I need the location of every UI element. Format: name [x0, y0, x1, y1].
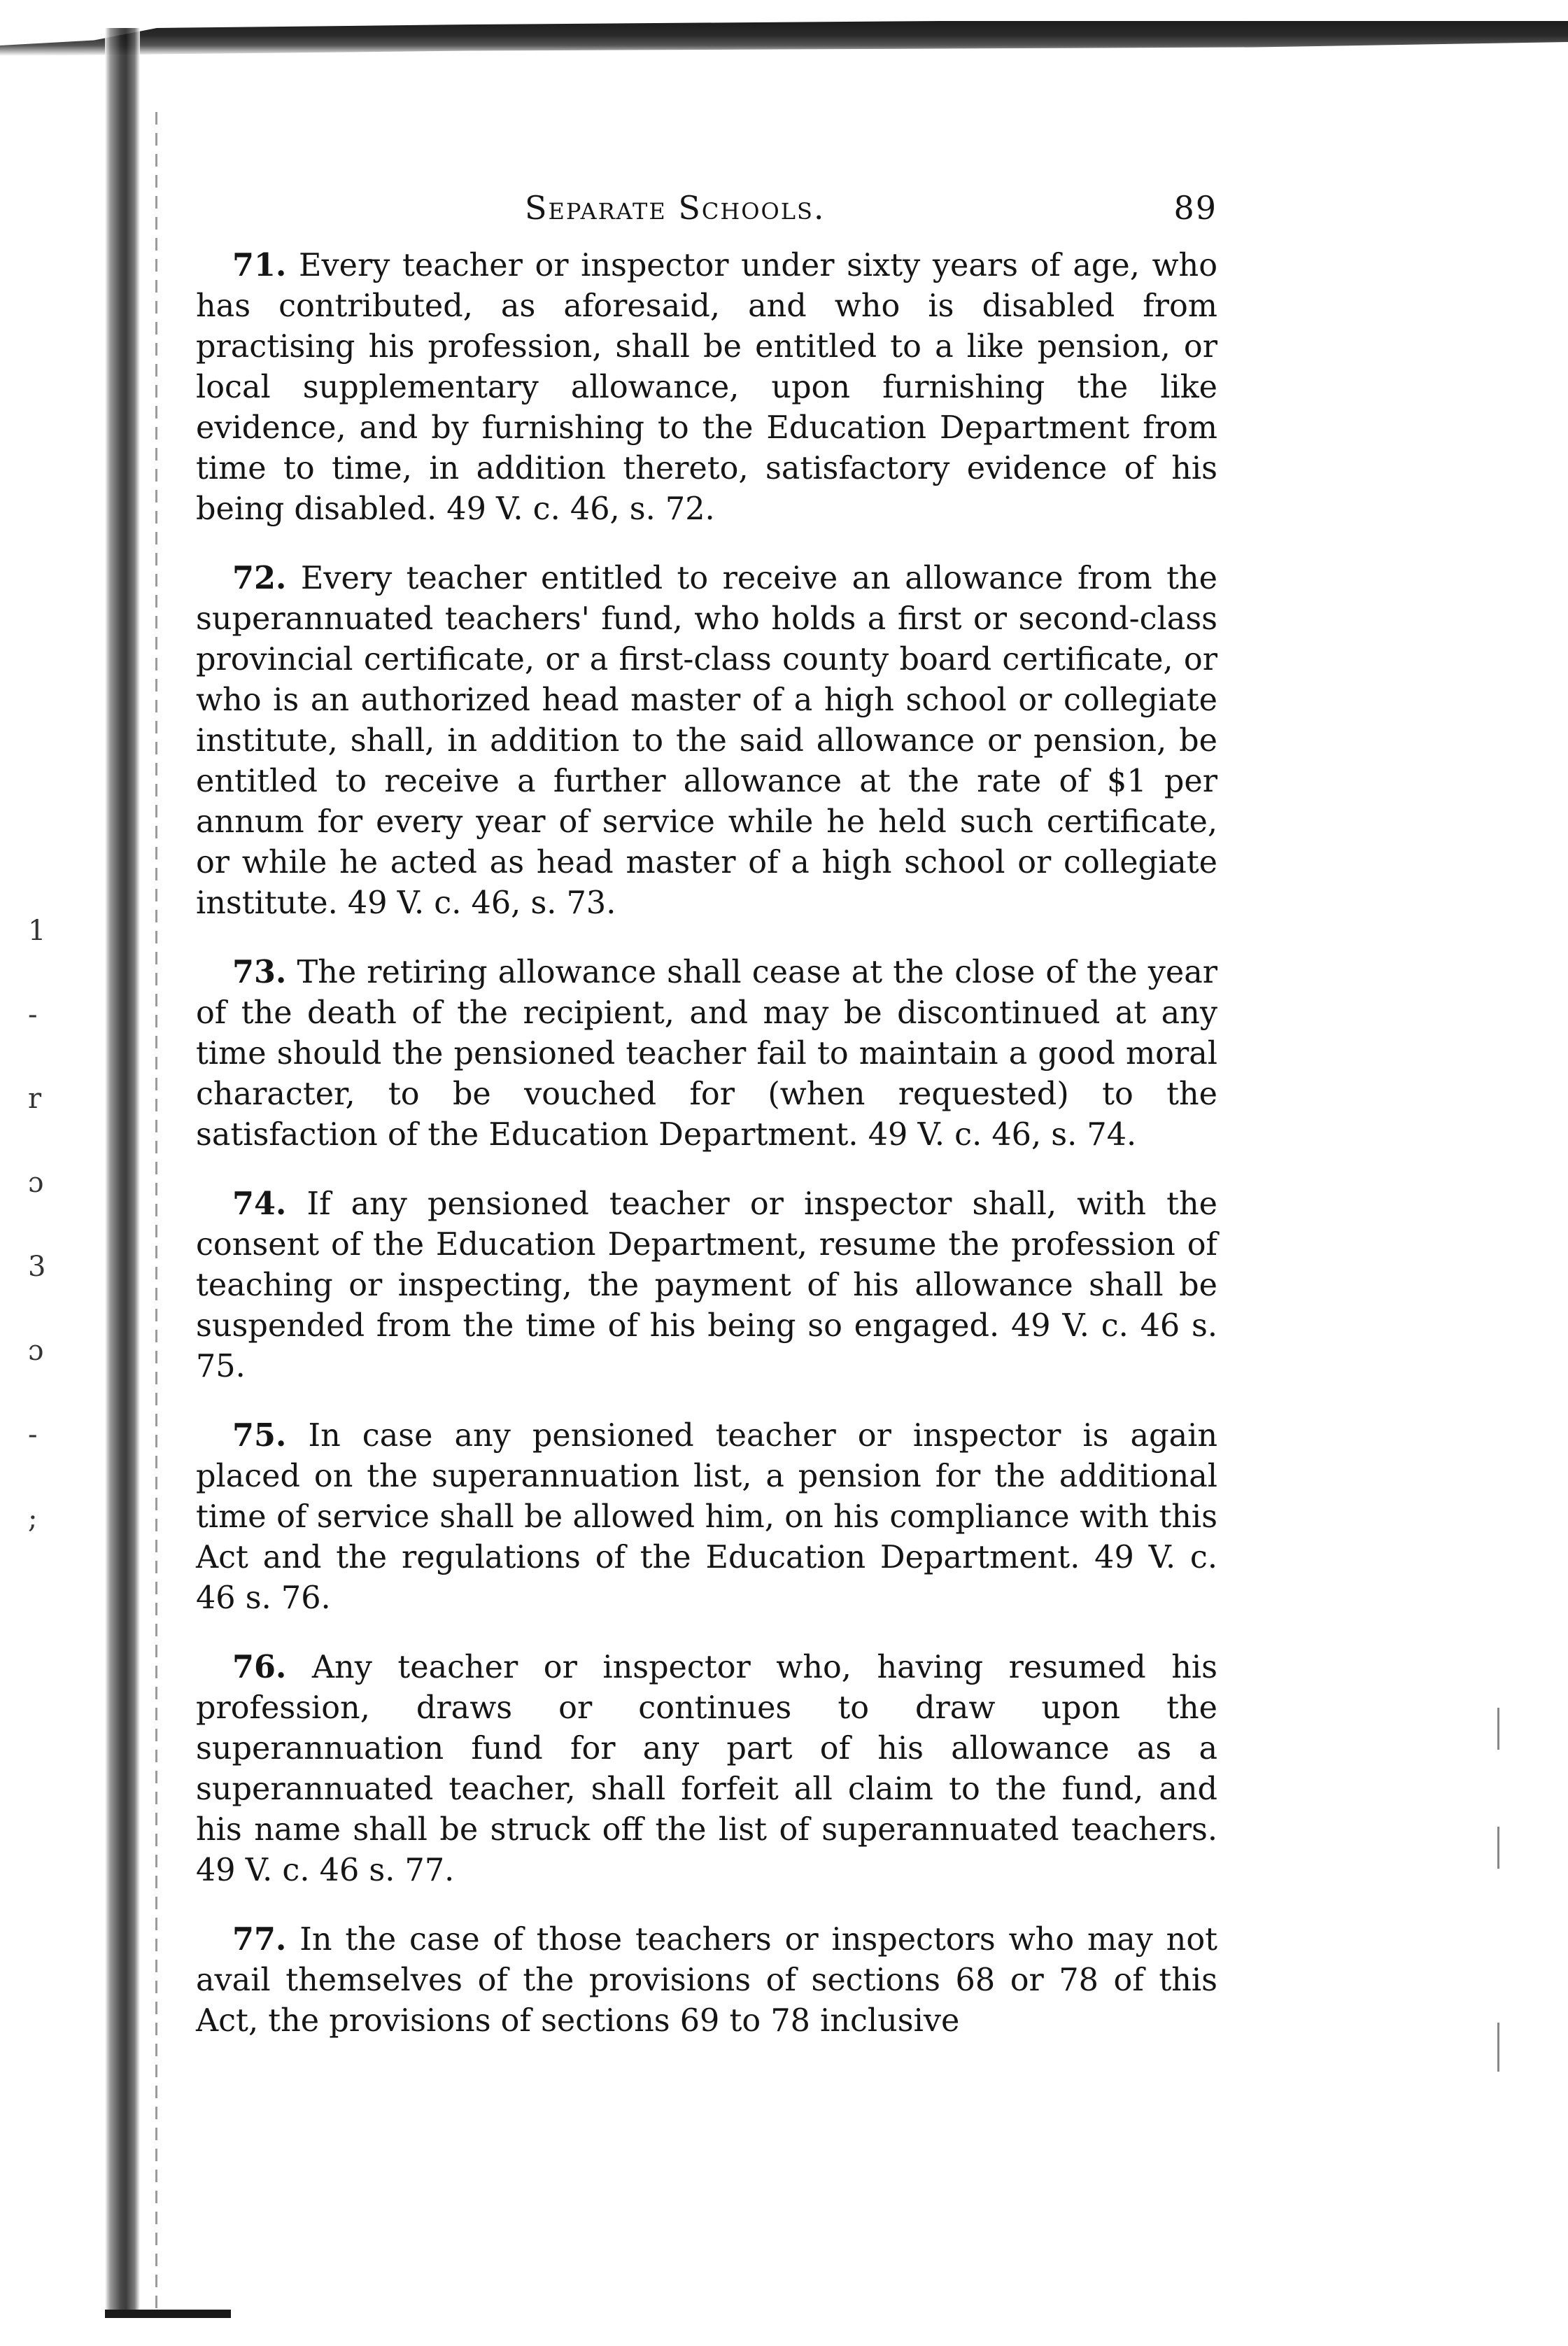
section-number: 76.	[232, 1649, 287, 1685]
right-margin-mark	[1497, 1708, 1499, 1750]
scan-top-edge	[0, 21, 1568, 56]
section-number: 72.	[232, 560, 287, 596]
right-margin-mark	[1497, 2023, 1499, 2072]
section-text: Every teacher entitled to receive an allowance from the superannuated teachers' fund, who holds a first or second-class provincial certificate, or a first-class county board certificate, or who is an authorized head master of a high school or collegiate institute, shall, in addition to the said allowance or pension, be entitled to receive a further allowance at the rate of $1 per annum for every year of service while he held such certificate, or while he acted as head master of a high school or collegiate institute. 49 V. c. 46, s. 73.	[196, 561, 1217, 921]
section-71	[196, 245, 1217, 530]
section-number: 75.	[232, 1417, 287, 1454]
margin-mark: -	[28, 999, 38, 1031]
margin-mark: ɔ	[28, 1335, 44, 1367]
section-text: In case any pensioned teacher or inspector is again placed on the superannuation list, a pension for the additional time of service shall be allowed him, on his compliance with this Act and the regulations of the Education Department. 49 V. c. 46 s. 76.	[196, 1418, 1217, 1616]
section-number: 73.	[232, 954, 287, 990]
right-margin-mark	[1497, 1827, 1499, 1869]
margin-mark: -	[28, 1419, 38, 1451]
running-title: Separate Schools.	[525, 189, 826, 227]
section-text: The retiring allowance shall cease at the close of the year of the death of the recipient, and may be discontinued at any time should the pensioned teacher fail to maintain a good moral character, to be vouched for (when requested) to the satisfaction of the Education Department. 49 V. c. 46, s. 74.	[196, 955, 1217, 1153]
section-text: In the case of those teachers or inspectors who may not avail themselves of the provisions of sections 68 or 78 of this Act, the provisions of sections 69 to 78 inclusive	[196, 1922, 1217, 2039]
section-76	[196, 1647, 1217, 1891]
section-text: Any teacher or inspector who, having resumed his profession, draws or continues to draw upon the superannuation fund for any part of his allowance as a superannuated teacher, shall forfeit all claim to the fund, and his name shall be struck off the list of superannuated teachers. 49 V. c. 46 s. 77.	[196, 1650, 1217, 1888]
section-72	[196, 558, 1217, 924]
section-number: 77.	[232, 1921, 287, 1958]
section-number: 71.	[232, 247, 287, 283]
section-75	[196, 1415, 1217, 1619]
margin-mark: 1	[28, 915, 46, 947]
margin-mark: r	[28, 1083, 42, 1115]
section-74	[196, 1183, 1217, 1387]
book-spine-shadow	[105, 28, 140, 2317]
page-content	[196, 189, 1217, 2070]
page-number: 89	[1173, 189, 1217, 227]
margin-marks	[28, 889, 91, 1561]
margin-mark: ɔ	[28, 1167, 44, 1199]
margin-mark: 3	[28, 1251, 46, 1283]
margin-rule	[155, 112, 157, 2317]
section-number: 74.	[232, 1186, 287, 1222]
section-text: Every teacher or inspector under sixty years of age, who has contributed, as aforesaid, and who is disabled from practising his profession, shall be entitled to a like pension, or local supplementary allowance, upon furnishing the like evidence, and by furnishing to the Education Department from time to time, in addition thereto, satisfactory evidence of his being disabled. 49 V. c. 46, s. 72.	[196, 248, 1217, 527]
book-spine-foot	[105, 2310, 231, 2318]
running-head	[196, 189, 1217, 245]
section-text: If any pensioned teacher or inspector shall, with the consent of the Education Department, resume the profession of teaching or inspecting, the payment of his allowance shall be suspended from the time of his being so engaged. 49 V. c. 46 s. 75.	[196, 1186, 1217, 1384]
margin-mark: ;	[28, 1503, 38, 1535]
section-73	[196, 952, 1217, 1156]
section-77	[196, 1919, 1217, 2042]
